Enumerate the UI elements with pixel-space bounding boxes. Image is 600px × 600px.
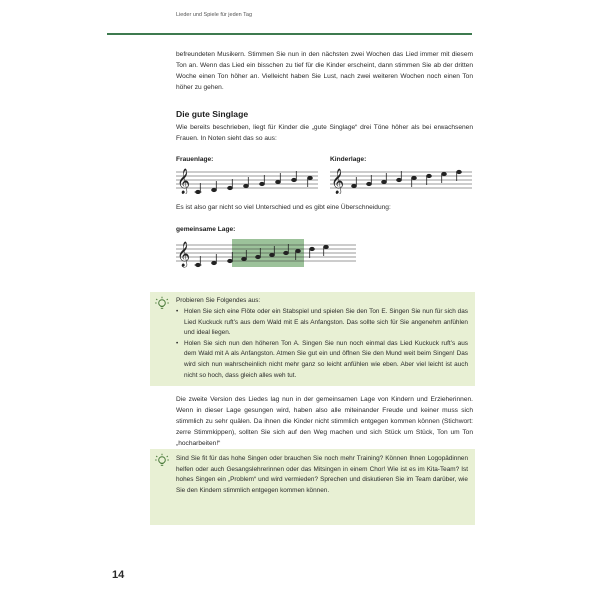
page-number: 14 [112, 569, 125, 581]
tip2-text: Sind Sie fit für das hohe Singen oder brauchen Sie noch mehr Training? Können Ihnen Logopädinnen helfen oder auch Gesangslehrerinnen oder das Mitsingen in einem Chor! Wie ist es im Kita-Team? Ist hohes Singen ein „Problem“ und wird vermieden? Sprechen und diskutieren Sie im Team darüber, wie Sie den Kindern stimmlich entgegen kommen können. [176, 455, 468, 494]
svg-text:𝄞: 𝄞 [177, 242, 191, 267]
intro-paragraph: befreundeten Musikern. Stimmen Sie nun in den nächsten zwei Wochen das Lied immer mit diesem Ton an. Wenn das Lied ein bisschen zu tief für die Kinder erscheint, dann stimmen Sie ab der dritten Woche einen Ton höher an. Vielleicht haben Sie Lust, nach zwei weiteren Wochen noch einen Ton höher zu gehen. [176, 51, 473, 92]
children-range-label: Kinderlage: [330, 156, 367, 163]
list-item: • Holen Sie sich nun den höheren Ton A. Singen Sie nun noch einmal das Lied Kuckuck ruft’s aus dem Wald mit A als Anfangston. Atmen Sie gut ein und öffnen Sie den Mund weit beim Singen! Das wird sich nun wahrscheinlich nicht mehr ganz so leicht anfühlen wie eben. Aber viel leicht ist auch nicht so hoch, dass gleich alles weh tut. [176, 339, 468, 381]
body2-paragraph: Die zweite Version des Liedes lag nun in der gemeinsamen Lage von Kindern und Erzieherinnen. Wenn in dieser Lage gesungen wird, haben also alle miteinander Freude und keiner muss sich stimmlich zu sehr quälen. Da ihnen die Kinder nicht stimmlich entgegen kommen können (Stichwort: zerre Stimmkippen), sollten Sie sich auf den Weg machen und sich Stück um Stück, Ton um Ton „hocharbeiten!“ [176, 396, 473, 448]
tip1-intro: Probieren Sie Folgendes aus: [176, 297, 261, 304]
lightbulb-icon [154, 296, 170, 312]
svg-text:𝄞: 𝄞 [331, 169, 345, 194]
staff-children [330, 168, 472, 194]
staff-common [176, 239, 356, 269]
running-header: Lieder und Spiele für jeden Tag [176, 12, 253, 18]
section-paragraph: Wie bereits beschrieben, liegt für Kinder die „gute Singlage“ drei Töne höher als bei erwachsenen Frauen. In Noten sieht das so aus: [176, 124, 473, 143]
overlap-intro: Es ist also gar nicht so viel Unterschied und es gibt eine Überschneidung: [176, 204, 391, 211]
women-range-label: Frauenlage: [176, 156, 214, 163]
common-range-label: gemeinsame Lage: [176, 226, 236, 233]
staff-women [176, 168, 318, 194]
lightbulb-icon [154, 453, 170, 469]
list-item: • Holen Sie sich eine Flöte oder ein Stabspiel und spielen Sie den Ton E. Singen Sie nun für sich das Lied Kuckuck ruft’s aus dem Wald mit E als Anfangston. Das sollte sich für Sie angenehm anfühlen und ideal liegen. [176, 307, 468, 339]
tip1-list [176, 307, 468, 381]
section-heading: Die gute Singlage [176, 109, 249, 119]
svg-text:𝄞: 𝄞 [177, 169, 191, 194]
header-rule [107, 33, 472, 35]
